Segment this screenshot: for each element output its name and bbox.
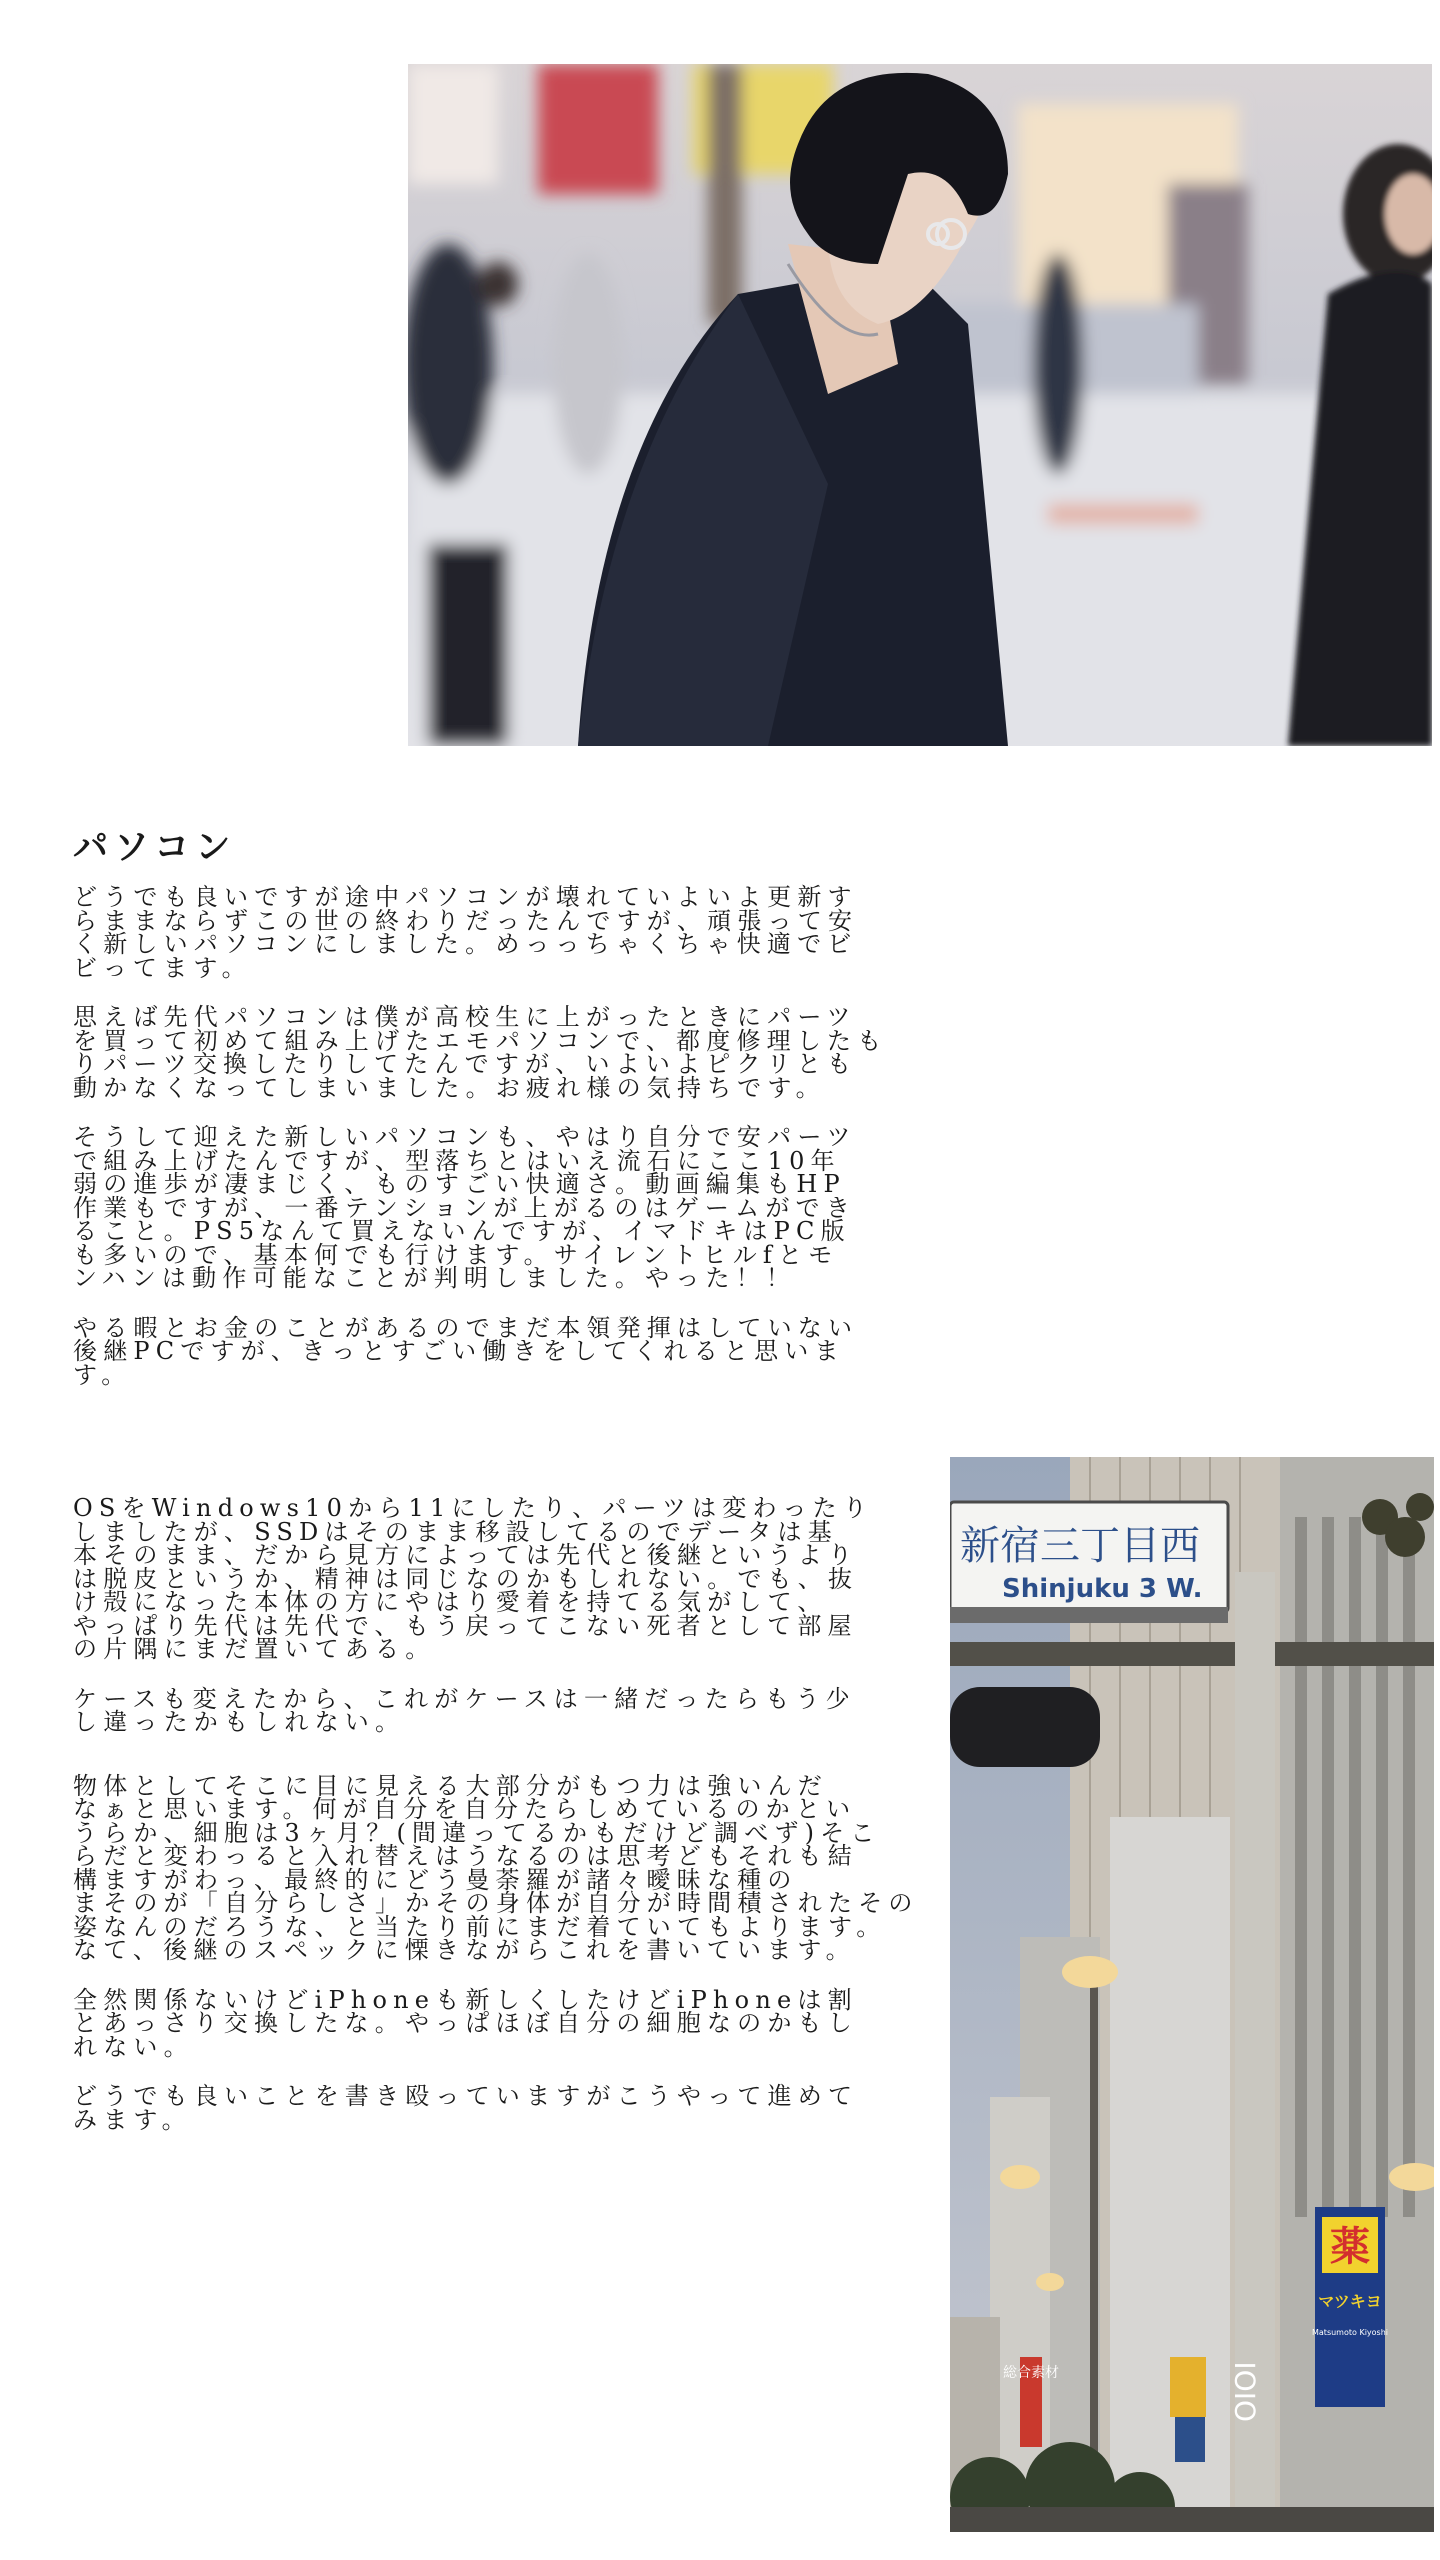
- article-section-top: [73, 820, 928, 1413]
- street-portrait-icon: [408, 64, 1432, 746]
- paragraph: 全然関係ないけどiPhoneも新しくしたけどiPhoneは割 とあっさり交換したな。やっぱほぼ自分の細胞なのかもし れない。: [73, 1985, 858, 2061]
- paragraph: 思えば先代パソコンは僕が高校生に上がったときにパーツ を買って初めて組み上げたエモパソコンで、都度修理したも りパーツ交換したりしてたんですが、いよいよピクリとも 動かなくなってしまいました。お疲れ様の気持ちです。: [73, 1003, 888, 1102]
- article-title: パソコン: [73, 828, 237, 868]
- article-section-bottom: [73, 1494, 928, 2158]
- paragraph: やる暇とお金のことがあるのでまだ本領発揮はしていない 後継PCですが、きっとすごい働きをしてくれると思いま す。: [73, 1313, 859, 1389]
- sign-sub: Shinjuku 3 W.: [1002, 1574, 1203, 1604]
- paragraph: そうして迎えた新しいパソコンも、やはり自分で安パーツ で組み上げたんですが、型落ちとはいえ流石にここ10年 弱の進歩が凄まじく、ものすごい快適さ。動画編集もHP 作業もですが、一番テンションが上がるのはゲームができ ること。PS5なんて買えないんですが、イマドキはPC版 も多いので、基本何でも行けます。サイレントヒルfとモ ンハンは動作可能なことが判明しました。やった！！: [73, 1123, 857, 1292]
- store-logo: OIOI: [1229, 2361, 1262, 2422]
- shop-sign-3: Matsumoto Kiyoshi: [1312, 2328, 1388, 2337]
- paragraph: 物体としてそこに目に見える大部分がもつ力は強いんだ なぁと思います。何が自分を自分たらしめているのかとい うらか、細胞は3ヶ月？(間違ってるかもだけど調べず)そこ らだと変わっると入れ替えはうなるのは思考どもそれも結 構ますがわっ、最終的にどう曼荼羅が諸々曖昧な種の まそのが「自分らしさ」かその身体が自分が時間積されたその 姿なんのだろうな、と当たり前にまだ着ていてもよります。 なて、後継のスペックに慄きながらこれを書いています。: [73, 1771, 919, 1964]
- small-sign: 総合素材: [1003, 2365, 1059, 2381]
- paragraph: OSをWindows10から11にしたり、パーツは変わったり しましたが、SSDはそのまま移設してるのでデータは基 本そのまま、だから見方によっては先代と後継というより は脱皮というか、精神は同じなのかもしれない。でも、抜 け殻になった本体の方にやはり愛着を持てる気がして、 やっぱり先代は先代で、もう戻ってこない死者として部屋 の片隅にまだ置いてある。: [73, 1494, 874, 1663]
- paragraph: どうでも良いですが途中パソコンが壊れていよいよ更新す らままならずこの世の終わりだったんですが、頑張って安 く新しいパソコンにしました。めっっちゃくちゃ快適でビ ビってます。: [73, 883, 859, 982]
- shinjuku-street-icon: [950, 1457, 1434, 2532]
- paragraph: ケースも変えたから、これがケースは一緒だったらもう少 し違ったかもしれない。: [73, 1684, 856, 1736]
- street-portrait-photo: [408, 64, 1432, 746]
- shinjuku-street-photo: [950, 1457, 1434, 2532]
- paragraph: どうでも良いことを書き殴っていますがこうやって進めて みます。: [73, 2082, 859, 2134]
- shop-sign-1: 薬: [1330, 2224, 1370, 2270]
- sign-main: 新宿三丁目西: [960, 1523, 1200, 1569]
- shop-sign-2: マツキヨ: [1318, 2292, 1382, 2311]
